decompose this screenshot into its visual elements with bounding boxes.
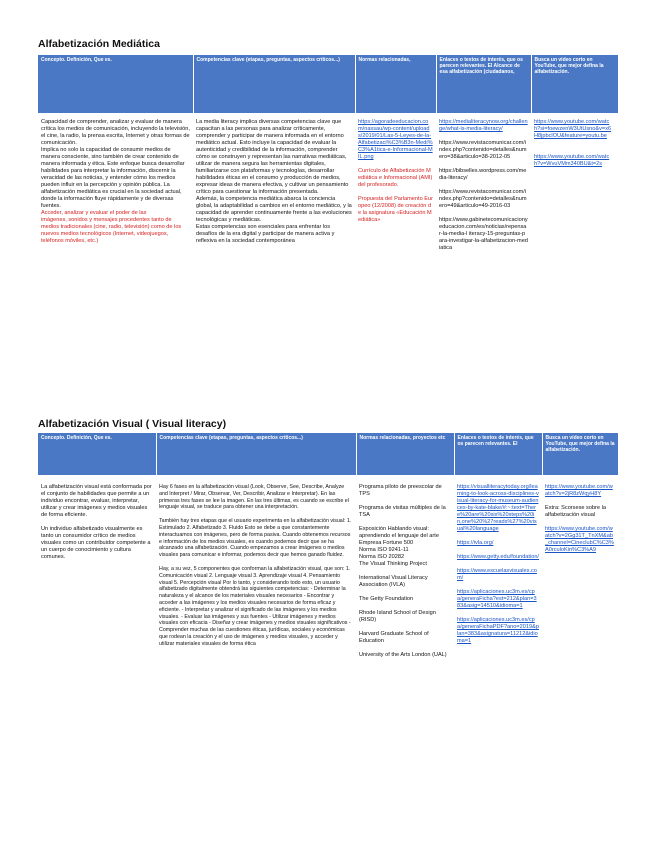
header-video: Busca un video corto en YouTube, que mejor defina la alfabetización. xyxy=(531,55,618,113)
normas-red-1: Currículo de Alfabetización Mediática e Informacional (AMI) del profesorado. xyxy=(358,168,433,188)
extra-note: Extra: Scorsese sobre la alfabetización visual xyxy=(545,505,606,518)
enlace-link[interactable]: https://ivla.org/ xyxy=(457,540,494,546)
concept-text: Capacidad de comprender, analizar y evaluar de manera crítica los medios de comunicación, incluyendo la televisión, el cine, la radio, la prensa escrita, Internet y otras formas de comunicación. Implica no solo la capacidad de consumir medios de manera consciente, sino también de crear contenido de manera informada y ética. Este enfoque busca desarrollar habilidades para interpretar la información, discernir la veracidad de las noticias, y entender cómo los medios pueden influir en la percepción y opinión pública. La alfabetización mediática es crucial en la sociedad actual, donde la información fluye rápidamente y de diversas fuentes. xyxy=(41,119,190,209)
enlace-link[interactable]: https://www.escuelasvisuales.com/ xyxy=(457,568,537,581)
concept-text: Un individuo alfabetizado visualmente es tanto un consumidor crítico de medios visuales como un contribuidor competente a un cuerpo de conocimiento y cultura comunes. xyxy=(41,526,151,560)
table-header-row xyxy=(38,55,618,113)
concept-red-text: Acceder, analizar y evaluar el poder de las imágenes, sonidos y mensajes procedentes tanto de medios tradicionales (cine, radio, televisión) como de los nuevos medios tecnológicos (Internet, videojuegos, teléfonos móviles, etc.) xyxy=(41,210,182,244)
competencias-text: También hay tres etapas que el usuario experimenta en la alfabetización visual: 1. Estimulado 2. Alfabetizado 3. Fluido Esto se debe a que constantemente interactuamos con imágenes, pero de forma pasiva. Cuando obtenemos recursos e información de los medios visuales, es cuando podemos decir que se ha alcanzado una alfabetización. Cuando empezamos a crear imágenes o medios visuales para comunicar e informar, podemos decir que hemos ganado fluidez. xyxy=(159,518,352,559)
competencias-text: Hay 6 fases en la alfabetización visual (Look, Observe, See, Describe, Analyze and Interpret / Mirar, Observar, Ver, Describir, Analizar e Interpretar). En las primeras tres fases se lee la imagen. En las tres últimas, es cuando se escribe el lenguaje visual, se traduce para obtener una interpretación. xyxy=(159,484,349,511)
enlace-link[interactable]: https://www.getty.edu/foundation/ xyxy=(457,554,539,560)
normas-link[interactable]: https://agoradeeducacion.com/nassau/wp-content/uploads/2019/01/Las-5-Leyes-de-la-Alfabetizaci%C3%B3n-Medi%C3%A1tica-e-Informacional-MIL.png xyxy=(358,119,433,160)
video-link[interactable]: https://www.youtube.com/watch?v=2Gg31T_TnXM&ab_channel=CineclubC%C3%A0rculoKin%C3%A9 xyxy=(545,526,614,553)
enlace-link[interactable]: https://medialiteracynow.org/challenge/what-is-media-literacy/ xyxy=(439,119,528,132)
media-literacy-table xyxy=(38,55,619,252)
enlaces-cell xyxy=(436,113,531,252)
enlaces-cell xyxy=(454,475,542,659)
enlace-text: https://www.revistacomunicar.com/index.php?contenido=detalles&numero=49&articulo=49-2016-03 xyxy=(439,189,527,209)
header-enlaces: Enlaces o textos de interés, que os parecen relevantes. El Alcance de esa alfabetización (ciudadanos, xyxy=(436,55,531,113)
video-link[interactable]: https://www.youtube.com/watch?v=WvuVMm340BU&t=2s xyxy=(534,154,610,167)
enlace-text: https://www.revistacomunicar.com/index.php?contenido=detalles&numero=38&articulo=38-2012-05 xyxy=(439,140,527,160)
norma-item: Harvard Graduate School of Education xyxy=(359,631,429,644)
video-link[interactable]: https://www.youtube.com/watch?v=2jR8zWqyH8Y xyxy=(545,484,613,497)
header-competencias: Competencias clave (etapas, preguntas, aspectos críticos...) xyxy=(193,55,355,113)
norma-item: The Getty Foundation xyxy=(359,596,414,602)
video-cell xyxy=(542,475,618,659)
concept-text: La alfabetización visual está conformada por el conjunto de habilidades que permite a un individuo encontrar, evaluar, interpretar, utilizar y crear imágenes y medios visuales de forma eficiente. xyxy=(41,484,152,518)
video-link[interactable]: https://www.youtube.com/watch?si=foewzenW3UtUsno&v=x6H8jpbclOU&feature=youtu.be xyxy=(534,119,612,139)
norma-item: International Visual Literacy Association (IVLA) xyxy=(359,575,428,588)
norma-item: University of the Arts London (UAL) xyxy=(359,652,447,658)
enlace-link[interactable]: https://aplicaciones.uc3m.es/cpa/generaFichaPDF?ano=2019&plan=383&asignatura=11212&idioma=1 xyxy=(457,617,539,644)
normas-red-2: Propuesta del Parlamento Europeo (12/2008) de creación de la asignatura «Educación Mediática» xyxy=(358,196,433,223)
concept-cell xyxy=(38,475,156,659)
enlace-text: https://bibselles.wordpress.com/media-literacy/ xyxy=(439,168,527,181)
header-enlaces: Enlaces o textos de interés, que os parecen relevantes. El xyxy=(454,433,542,475)
visual-literacy-table xyxy=(38,433,619,659)
table-row xyxy=(38,475,618,659)
table-row xyxy=(38,113,618,252)
header-normas: Normas relacionadas, proyectos etc xyxy=(356,433,454,475)
video-cell xyxy=(531,113,618,252)
competencias-text: La media literacy implica diversas competencias clave que capacitan a las personas para analizar críticamente, comprender y participar de manera informada en el entorno mediático actual. Esto incluye la capacidad de evaluar la autenticidad y credibilidad de la información, comprender cómo se construyen y representan las narrativas mediáticas, utilizar de manera segura las herramientas digitales, familiarizarse con plataformas y tecnologías, desarrollar habilidades éticas en el consumo y producción de medios, expresar ideas de manera efectiva, y cultivar un pensamiento crítico para cuestionar la información presentada. Además, la competencia mediática abarca la conciencia global, la adaptabilidad a cambios en el entorno mediático, y la capacidad de aprender continuamente frente a las evoluciones tecnológicas y mediáticas. Estas competencias son esenciales para enfrentar los desafíos de la era digital y participar de manera activa y reflexiva en la sociedad contemporánea xyxy=(196,119,352,244)
section-title-visual-literacy: Alfabetización Visual ( Visual literacy) xyxy=(38,418,227,430)
header-video: Busca un vídeo corto en YouTube, que mejor defina la alfabetización. xyxy=(542,433,618,475)
normas-cell xyxy=(356,475,454,659)
enlace-link[interactable]: https://aplicaciones.uc3m.es/cpa/generaFicha?est=212&plan=383&asig=14510&idioma=1 xyxy=(457,589,537,609)
enlace-text: https://www.gabinetecomunicacionyeducacion.com/es/noticias/repensar-la-media-l iteracy-15-preguntas-para-investigar-la-alfabetizacion-mediatica xyxy=(439,217,528,251)
header-normas: Normas relacionadas, xyxy=(355,55,436,113)
enlace-link[interactable]: https://visualliteracytoday.org/learning-to-look-across-disciplines-visual-literacy-for-museum-audiences-by-kate-blake/#:~:text=There%20are%20six%20steps%20in,one%20%27reads%27%20visual%20language xyxy=(457,484,539,532)
competencias-cell xyxy=(193,113,355,252)
norma-item: Programa de visitas múltiples de la TSA xyxy=(359,505,446,518)
norma-item: Rhode Island School of Design (RISD) xyxy=(359,610,436,623)
concept-cell xyxy=(38,113,193,252)
normas-cell xyxy=(355,113,436,252)
competencias-cell xyxy=(156,475,356,659)
norma-item: Exposición Hablando visual: aprendiendo el lenguaje del arte Empresa Fortune 500 Norma ISO 9241-11 Norma ISO 20282 The Visual Thinking Project xyxy=(359,526,439,567)
norma-item: Programa piloto de preescolar de TPS xyxy=(359,484,442,497)
header-concepto: Concepto. Definición, Que es. xyxy=(38,433,156,475)
section-title-media-literacy: Alfabetización Mediática xyxy=(38,38,160,50)
header-competencias: Competencias clave (etapas, preguntas, aspectos críticos...) xyxy=(156,433,356,475)
table-header-row xyxy=(38,433,618,475)
header-concepto: Concepto. Definición, Que es. xyxy=(38,55,193,113)
competencias-text: Hay, a su vez, 5 componentes que conforman la alfabetización visual, que son: 1. Comunicación visual 2. Lenguaje visual 3. Aprendizaje visual 4. Pensamiento visual 5. Percepción visual Por lo tanto, y considerando todo esto, un usuario alfabetizado digitalmente obtendrá las siguientes competencias: - Determinar la naturaleza y el alcance de los materiales visuales necesarios - Encontrar y acceder a las imágenes y los medios visuales necesarios de forma eficaz y eficiente. - Interpretar y analizar el significado de las imágenes y los medios visuales. - Evaluar las imágenes y sus fuentes - Utilizar imágenes y medios visuales con eficacia - Diseñar y crear imágenes y medios visuales significativos - Comprender muchas de las cuestiones éticas, jurídicas, sociales y económicas que rodean la creación y el uso de imágenes y medios visuales, y acceder y utilizar materiales visuales de forma ética xyxy=(159,565,351,647)
